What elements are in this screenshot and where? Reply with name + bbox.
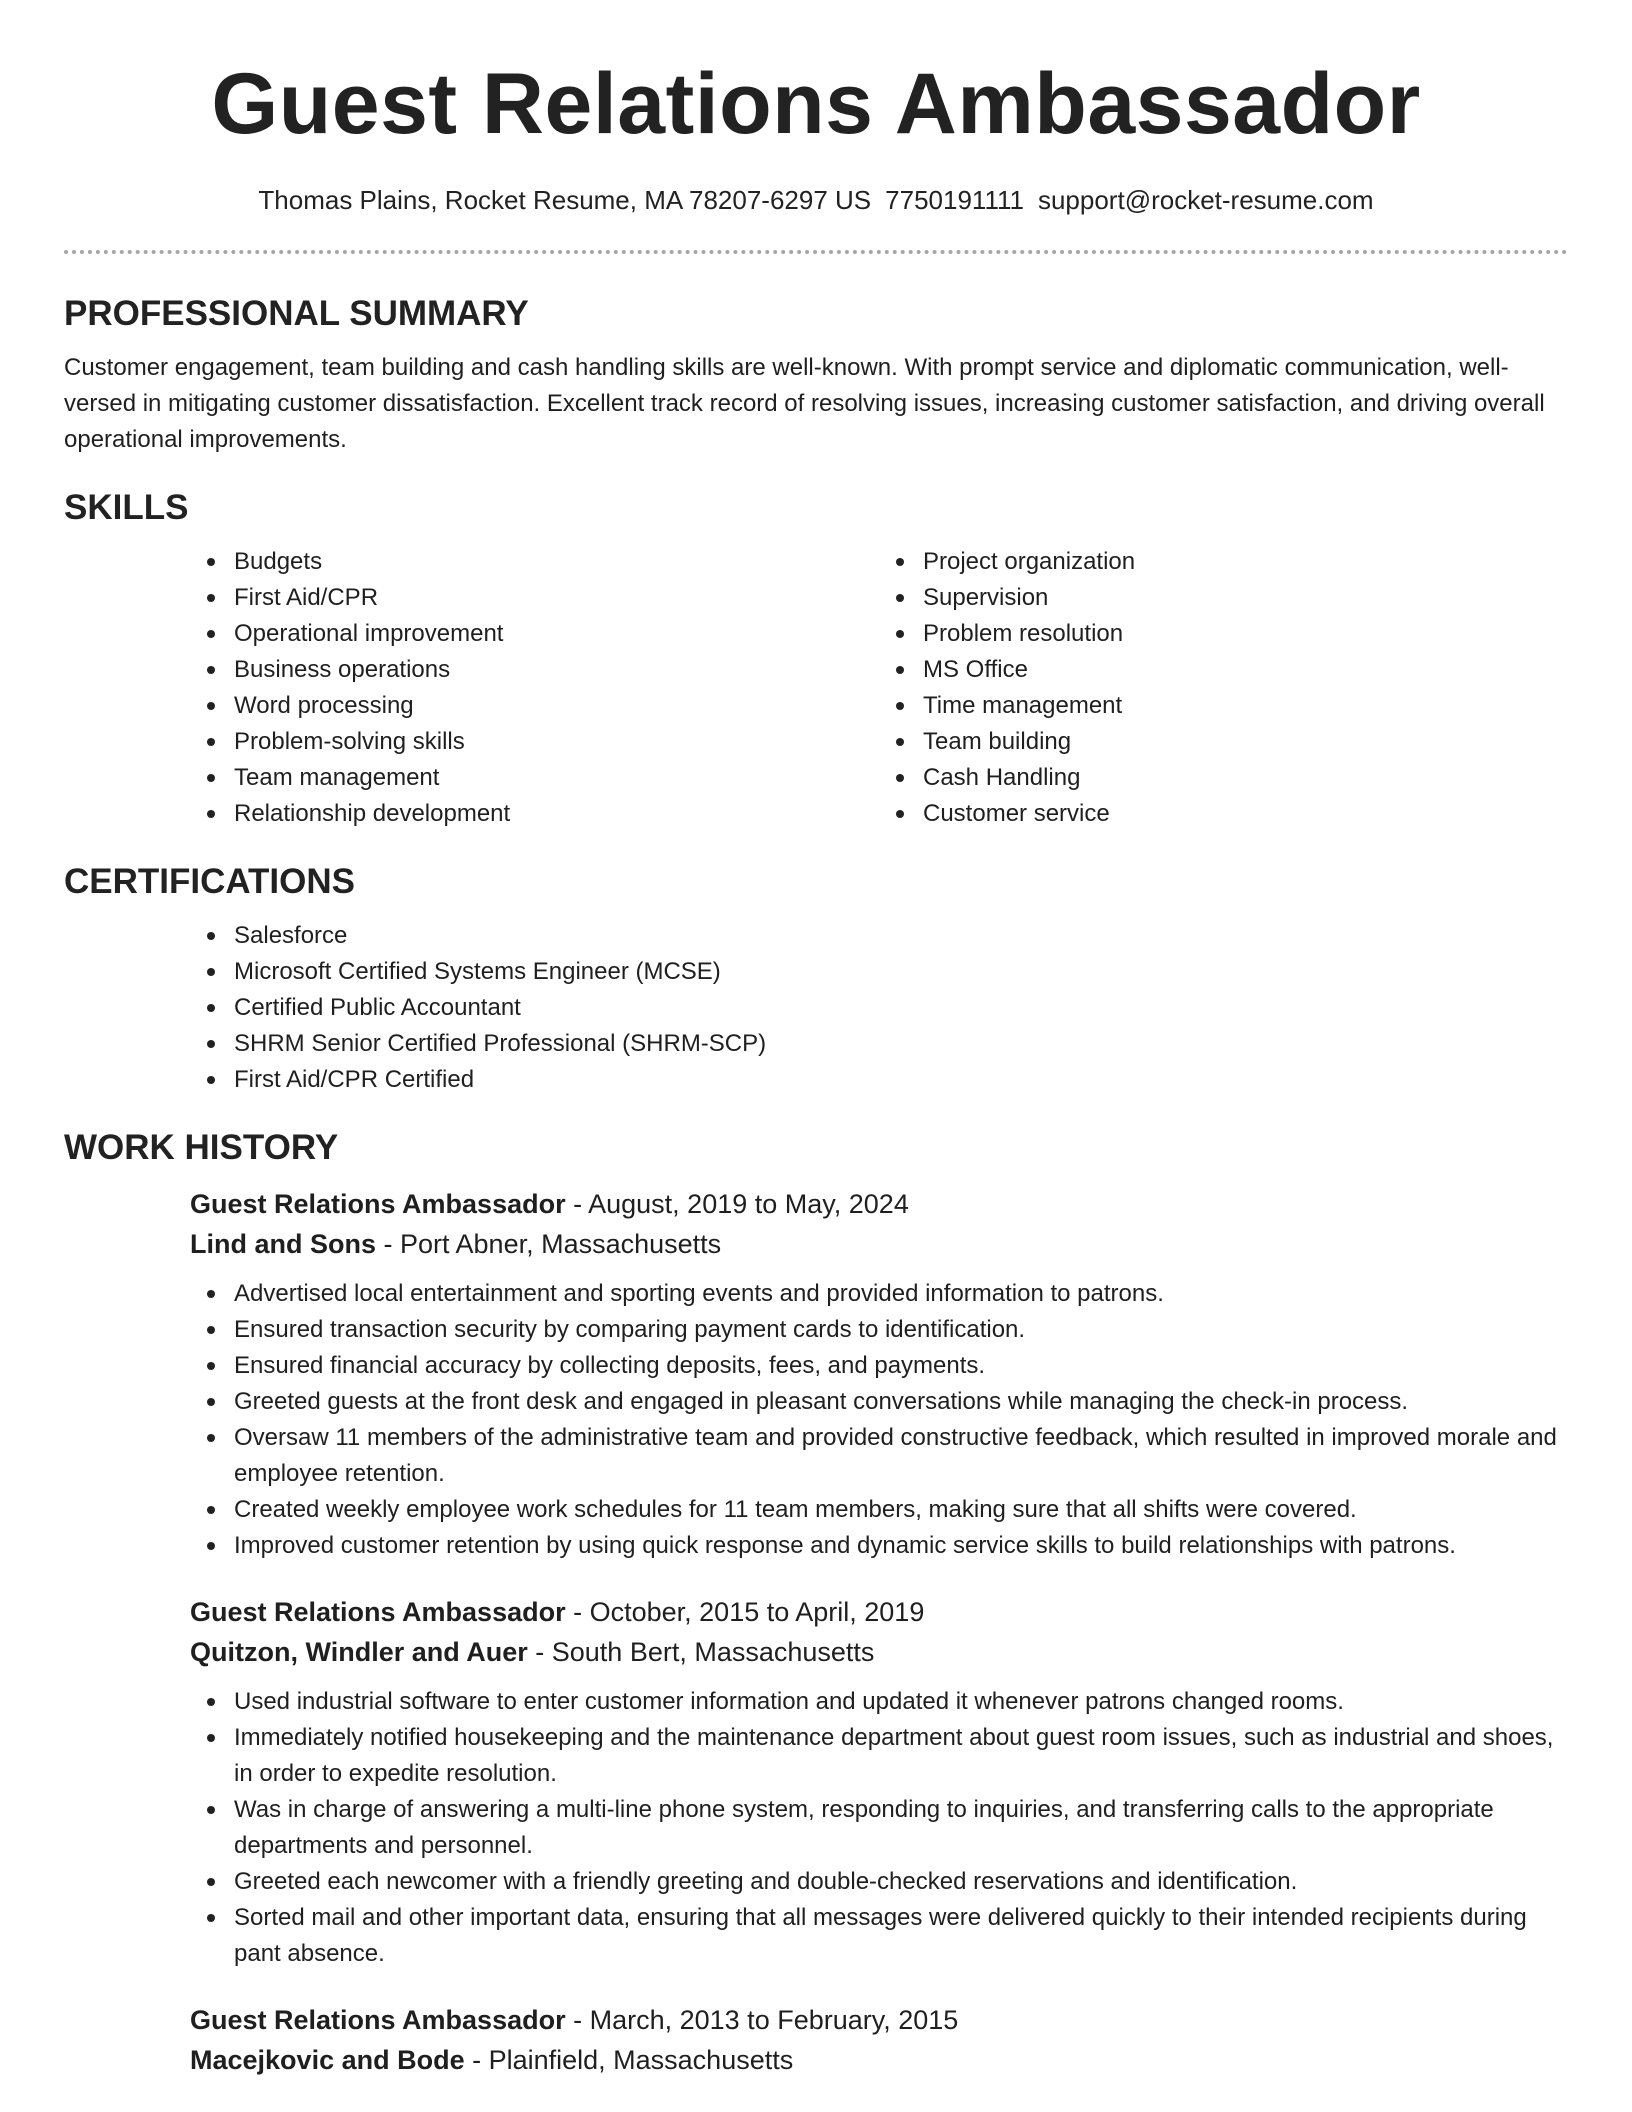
contact-email: support@rocket-resume.com — [1037, 185, 1374, 215]
certification-item: SHRM Senior Certified Professional (SHRM-SCP) — [234, 1026, 1568, 1062]
summary-section — [64, 292, 1568, 458]
skill-item: Time management — [923, 688, 1568, 724]
skill-item: Team management — [234, 760, 879, 796]
certification-item: Salesforce — [234, 918, 1568, 954]
job-dates: - March, 2013 to February, 2015 — [565, 2005, 959, 2035]
job-company-line — [190, 2040, 1568, 2080]
job-entry — [190, 1592, 1568, 1972]
contact-line — [0, 180, 1632, 220]
job-bullet: Sorted mail and other important data, ensuring that all messages were delivered quickly to their intended recipients during pant absence. — [234, 1900, 1568, 1972]
skill-item: Problem resolution — [923, 616, 1568, 652]
job-bullet: Used industrial software to enter customer information and updated it whenever patrons changed rooms. — [234, 1684, 1568, 1720]
skills-list-left — [190, 544, 879, 832]
skill-item: Customer service — [923, 796, 1568, 832]
job-location: - Plainfield, Massachusetts — [464, 2045, 794, 2075]
job-bullet: Improved customer retention by using quick response and dynamic service skills to build relationships with patrons. — [234, 1528, 1568, 1564]
job-role: Guest Relations Ambassador — [190, 2005, 566, 2035]
header-divider — [64, 250, 1568, 254]
skills-title: SKILLS — [64, 488, 189, 527]
summary-text: Customer engagement, team building and cash handling skills are well-known. With prompt service and diplomatic communication, well-versed in mitigating customer dissatisfaction. Excellent track record of resolving issues, increasing customer satisfaction, and driving overall operational improvements. — [64, 354, 1545, 453]
skill-item: Business operations — [234, 652, 879, 688]
job-bullet: Created weekly employee work schedules for 11 team members, making sure that all shifts were covered. — [234, 1492, 1568, 1528]
skill-item: Budgets — [234, 544, 879, 580]
job-role: Guest Relations Ambassador — [190, 1189, 566, 1219]
resume-content — [64, 292, 1568, 2108]
job-company: Lind and Sons — [190, 1229, 376, 1259]
job-company-line — [190, 1224, 1568, 1264]
job-role: Guest Relations Ambassador — [190, 1597, 566, 1627]
job-bullets — [190, 1684, 1568, 1972]
skills-grid — [190, 544, 1568, 832]
skill-item: Word processing — [234, 688, 879, 724]
job-bullet: Oversaw 11 members of the administrative team and provided constructive feedback, which resulted in improved morale and employee retention. — [234, 1420, 1568, 1492]
certifications-list — [190, 918, 1568, 1098]
job-company-line — [190, 1632, 1568, 1672]
job-dates: - October, 2015 to April, 2019 — [565, 1597, 925, 1627]
skill-item: MS Office — [923, 652, 1568, 688]
job-location: - South Bert, Massachusetts — [527, 1637, 875, 1667]
summary-title: PROFESSIONAL SUMMARY — [64, 294, 529, 333]
job-dates: - August, 2019 to May, 2024 — [565, 1189, 909, 1219]
skill-item: Relationship development — [234, 796, 879, 832]
resume-name: Guest Relations Ambassador — [211, 56, 1421, 152]
skill-item: Project organization — [923, 544, 1568, 580]
skill-item: Problem-solving skills — [234, 724, 879, 760]
job-company: Macejkovic and Bode — [190, 2045, 465, 2075]
skills-list-right — [879, 544, 1568, 832]
job-role-line — [190, 1184, 1568, 1224]
work-history-title: WORK HISTORY — [64, 1128, 339, 1167]
skill-item: First Aid/CPR — [234, 580, 879, 616]
job-bullet: Greeted each newcomer with a friendly greeting and double-checked reservations and identification. — [234, 1864, 1568, 1900]
job-entry — [190, 1184, 1568, 1564]
contact-address: Thomas Plains, Rocket Resume, MA 78207-6297 US — [258, 185, 872, 215]
skill-item: Team building — [923, 724, 1568, 760]
certification-item: Microsoft Certified Systems Engineer (MCSE) — [234, 954, 1568, 990]
job-entry — [190, 2000, 1568, 2080]
job-bullet: Ensured financial accuracy by collecting deposits, fees, and payments. — [234, 1348, 1568, 1384]
job-bullet: Ensured transaction security by comparing payment cards to identification. — [234, 1312, 1568, 1348]
job-bullet: Immediately notified housekeeping and the maintenance department about guest room issues, such as industrial and shoes, in order to expedite resolution. — [234, 1720, 1568, 1792]
skill-item: Supervision — [923, 580, 1568, 616]
certification-item: Certified Public Accountant — [234, 990, 1568, 1026]
job-bullets — [190, 1276, 1568, 1564]
certifications-section — [64, 860, 1568, 1098]
skills-section — [64, 486, 1568, 832]
job-role-line — [190, 2000, 1568, 2040]
skill-item: Operational improvement — [234, 616, 879, 652]
work-history-section — [64, 1126, 1568, 2080]
job-location: - Port Abner, Massachusetts — [376, 1229, 722, 1259]
job-bullet: Was in charge of answering a multi-line phone system, responding to inquiries, and transferring calls to the appropriate departments and personnel. — [234, 1792, 1568, 1864]
certifications-title: CERTIFICATIONS — [64, 862, 356, 901]
skill-item: Cash Handling — [923, 760, 1568, 796]
certification-item: First Aid/CPR Certified — [234, 1062, 1568, 1098]
job-role-line — [190, 1592, 1568, 1632]
contact-phone: 7750191111 — [885, 185, 1024, 215]
job-bullet: Greeted guests at the front desk and engaged in pleasant conversations while managing the check-in process. — [234, 1384, 1568, 1420]
job-bullet: Advertised local entertainment and sporting events and provided information to patrons. — [234, 1276, 1568, 1312]
job-company: Quitzon, Windler and Auer — [190, 1637, 528, 1667]
